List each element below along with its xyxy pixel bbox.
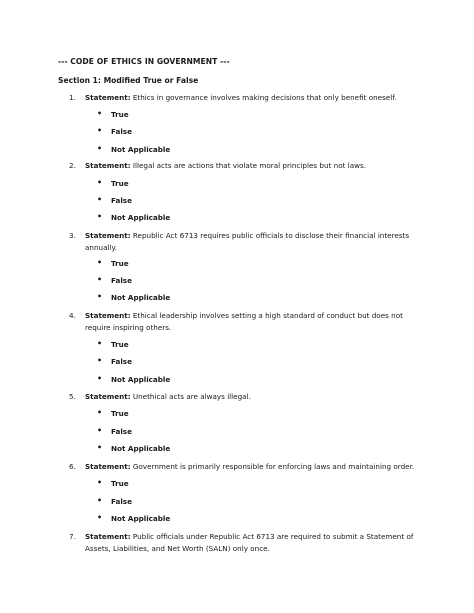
option-label: False [111,497,132,506]
option-label: True [111,409,129,418]
question-number: 4. [69,311,76,320]
question-text [85,160,423,172]
question-number: 7. [69,532,76,541]
option-label: False [111,276,132,285]
option-label: False [111,357,132,366]
bullet-icon: • [97,426,103,435]
bullet-icon: • [97,258,103,267]
option-label: True [111,110,129,119]
option-label: Not Applicable [111,375,171,384]
question-number: 2. [69,161,76,170]
bullet-icon: • [97,178,103,187]
statement-label: Statement: [85,392,131,401]
bullet-icon: • [97,109,103,118]
option-label: Not Applicable [111,213,171,222]
option-label: Not Applicable [111,145,171,154]
statement-body: Unethical acts are always illegal. [130,392,251,401]
statement-body: Ethical leadership involves setting a high standard of conduct but does not require inspiring others. [85,311,403,332]
bullet-icon: • [97,443,103,452]
question-7 [58,531,423,554]
option-label: True [111,179,129,188]
question-number: 5. [69,392,76,401]
bullet-icon: • [97,126,103,135]
option-label: False [111,196,132,205]
bullet-icon: • [97,513,103,522]
question-6 [58,461,423,473]
option-label: True [111,340,129,349]
bullet-icon: • [97,496,103,505]
question-text [85,310,423,333]
statement-body: Government is primarily responsible for enforcing laws and maintaining order. [130,462,415,471]
option-label: Not Applicable [111,293,171,302]
question-text [85,391,423,403]
question-text [85,230,423,253]
option-label: Not Applicable [111,444,171,453]
bullet-icon: • [97,275,103,284]
option-label: True [111,479,129,488]
option-label: Not Applicable [111,514,171,523]
option-label: False [111,427,132,436]
statement-label: Statement: [85,231,131,240]
bullet-icon: • [97,144,103,153]
bullet-icon: • [97,339,103,348]
question-number: 3. [69,231,76,240]
section-heading: Section 1: Modified True or False [58,76,199,85]
bullet-icon: • [97,374,103,383]
statement-body: Illegal acts are actions that violate moral principles but not laws. [130,161,367,170]
document-title: --- CODE OF ETHICS IN GOVERNMENT --- [58,57,230,66]
statement-label: Statement: [85,532,131,541]
bullet-icon: • [97,408,103,417]
bullet-icon: • [97,195,103,204]
bullet-icon: • [97,356,103,365]
bullet-icon: • [97,292,103,301]
statement-label: Statement: [85,462,131,471]
bullet-icon: • [97,478,103,487]
bullet-icon: • [97,212,103,221]
statement-label: Statement: [85,311,131,320]
question-5 [58,391,423,403]
option-label: True [111,259,129,268]
question-number: 6. [69,462,76,471]
question-2 [58,160,423,172]
option-label: False [111,127,132,136]
question-3 [58,230,423,253]
question-text [85,461,423,473]
statement-body: Public officials under Republic Act 6713 are required to submit a Statement of Assets, Liabilities, and Net Worth (SALN) only once. [85,532,414,553]
question-1 [58,92,423,104]
question-text [85,92,423,104]
question-text [85,531,423,554]
statement-body: Republic Act 6713 requires public officials to disclose their financial interests annually. [85,231,410,252]
question-4 [58,310,423,333]
question-number: 1. [69,93,76,102]
statement-label: Statement: [85,93,131,102]
statement-body: Ethics in governance involves making decisions that only benefit oneself. [130,93,397,102]
statement-label: Statement: [85,161,131,170]
